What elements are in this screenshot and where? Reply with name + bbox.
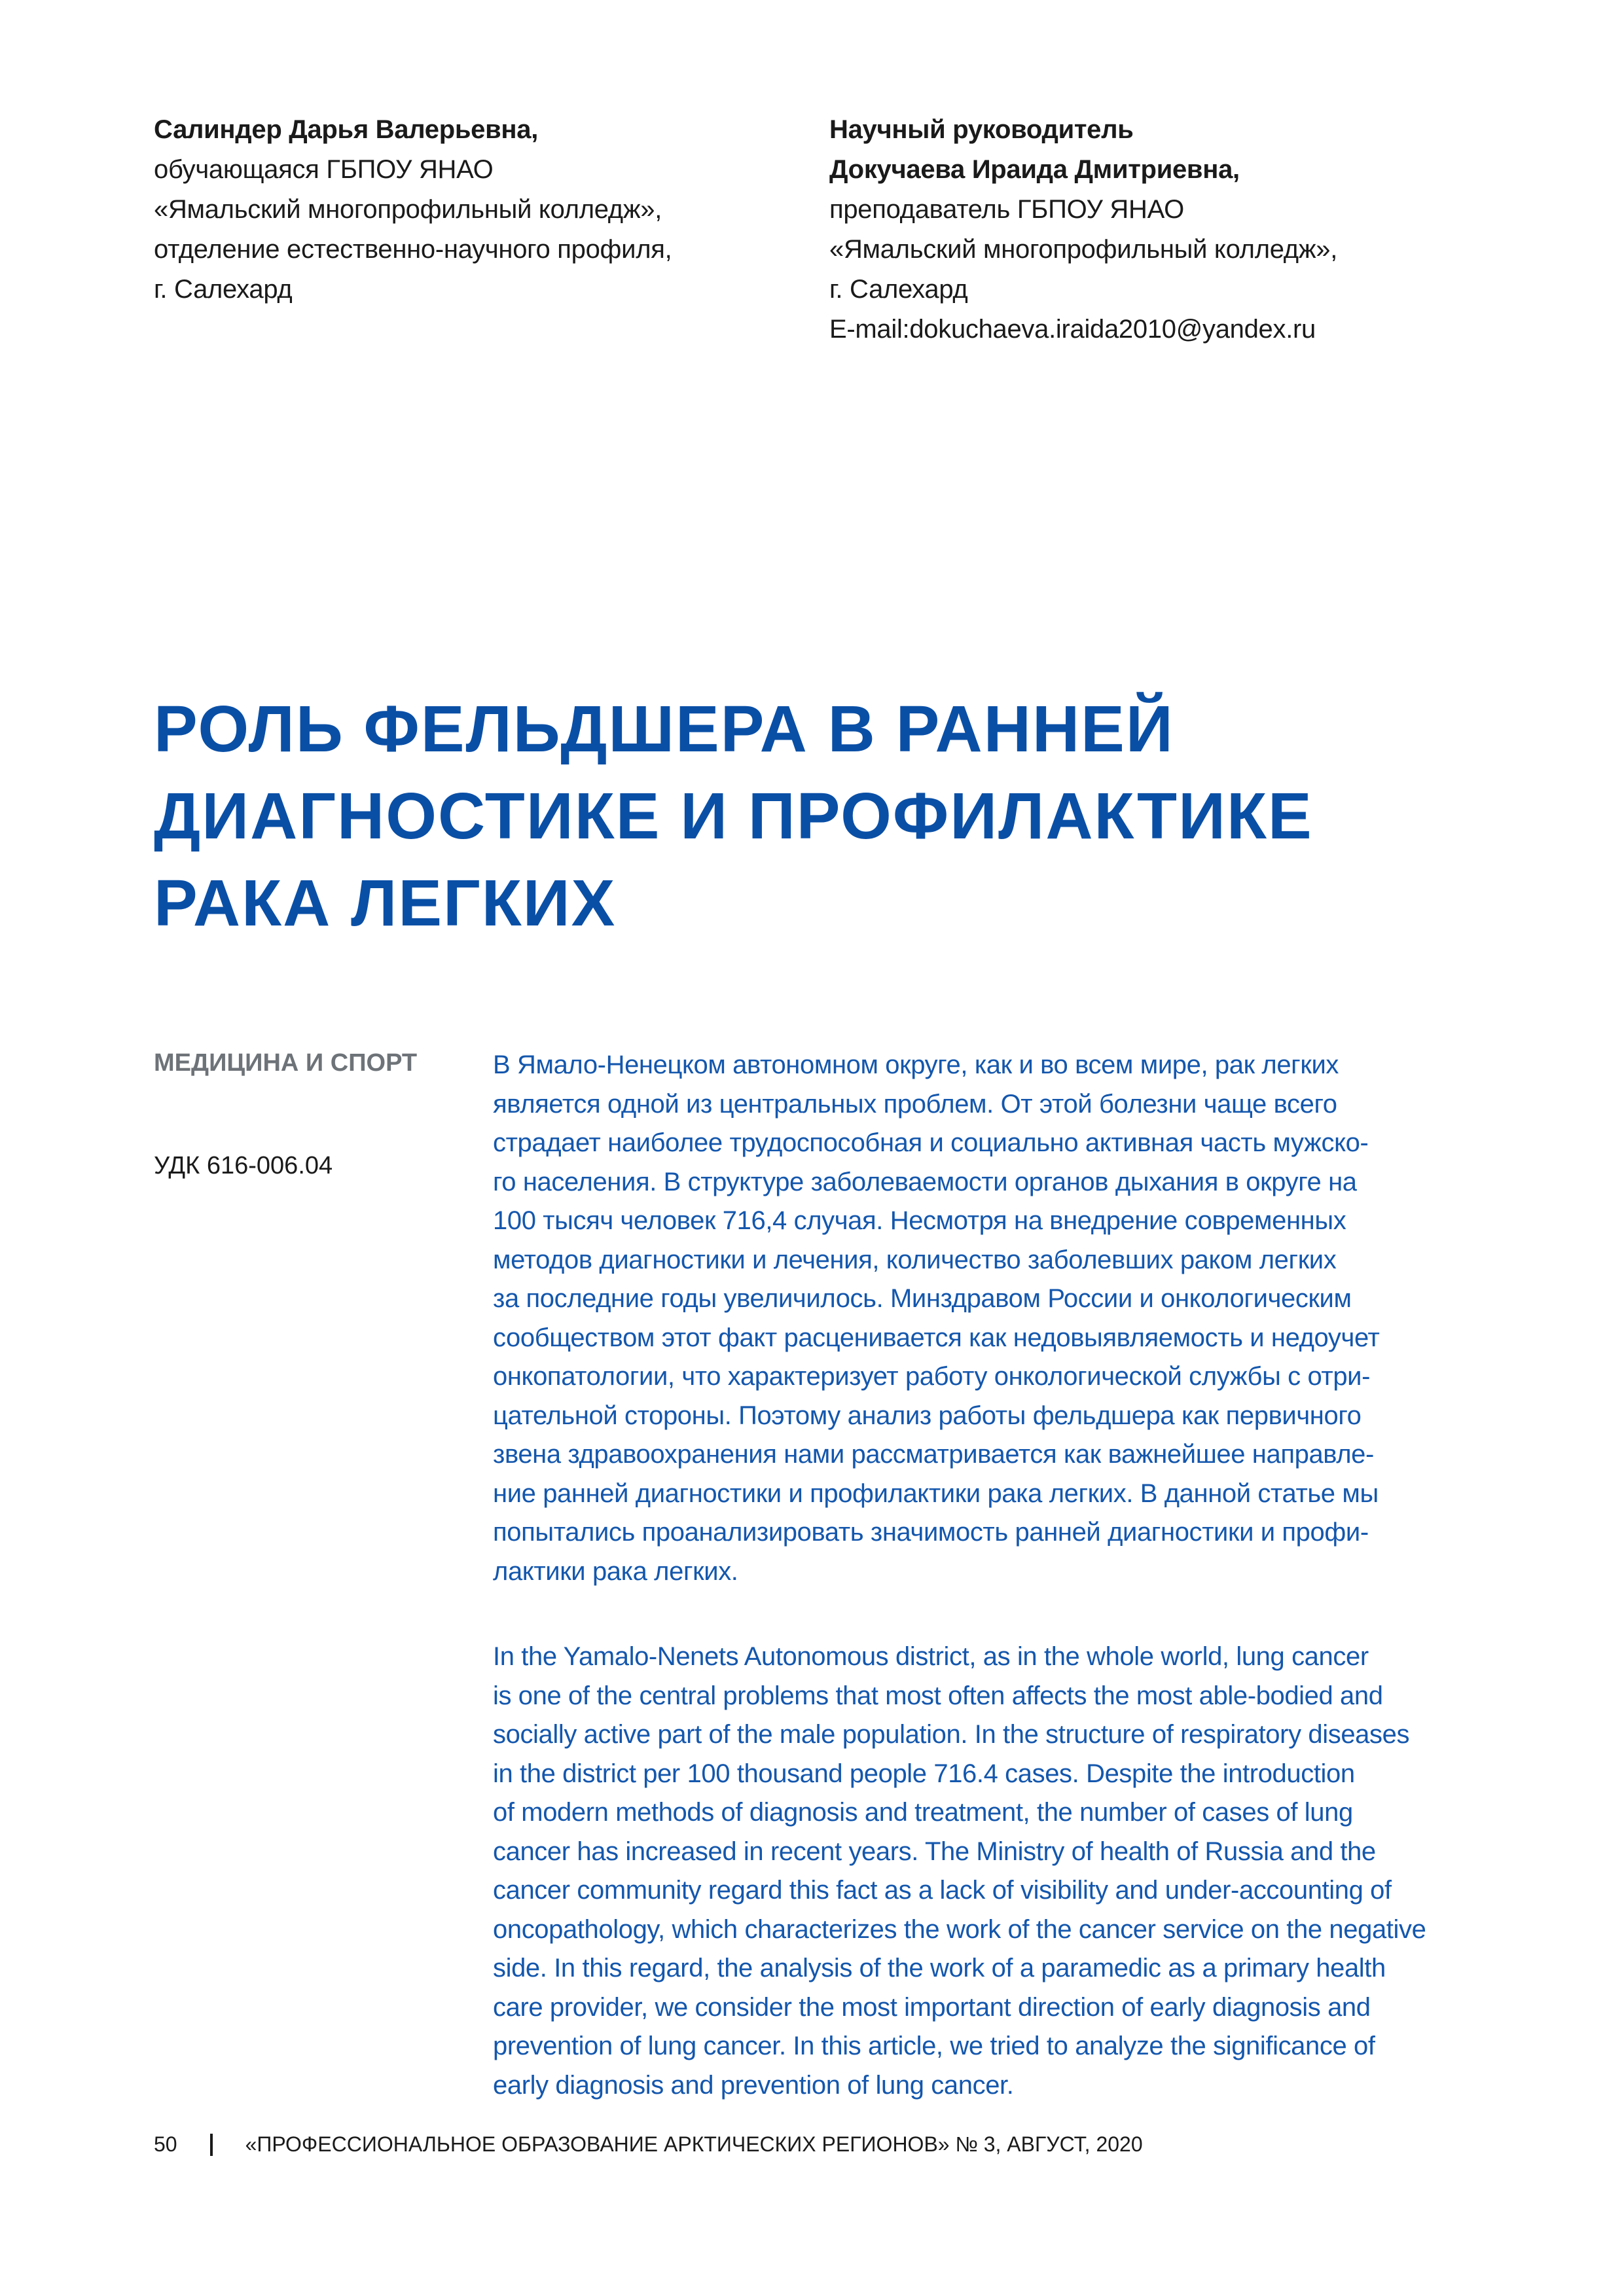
section-label: МЕДИЦИНА И СПОРТ bbox=[154, 1049, 418, 1077]
supervisor-name: Докучаева Ираида Дмитриевна, bbox=[829, 155, 1240, 184]
abstract-line: oncopathology, which characterizes the work of the cancer service on the negative bbox=[493, 1914, 1426, 1944]
author-status: обучающаяся ГБПОУ ЯНАО bbox=[154, 155, 494, 184]
abstract-line: является одной из центральных проблем. От этой болезни чаще всего bbox=[493, 1089, 1337, 1119]
abstract-line: страдает наиболее трудоспособная и социально активная часть мужско- bbox=[493, 1128, 1369, 1157]
abstract-line: prevention of lung cancer. In this article, we tried to analyze the significance of bbox=[493, 2032, 1375, 2060]
abstract-line: in the district per 100 thousand people 716.4 cases. Despite the introduction bbox=[493, 1759, 1355, 1788]
supervisor-city: г. Салехард bbox=[829, 275, 968, 304]
abstract-line: cancer has increased in recent years. The Ministry of health of Russia and the bbox=[493, 1837, 1376, 1866]
supervisor-heading: Научный руководитель bbox=[829, 115, 1134, 144]
abstract-line: socially active part of the male population. In the structure of respiratory diseases bbox=[493, 1720, 1410, 1749]
abstract-line: ние ранней диагностики и профилактики рака легких. В данной статье мы bbox=[493, 1479, 1379, 1508]
abstract-line: side. In this regard, the analysis of the work of a paramedic as a primary health bbox=[493, 1954, 1386, 1982]
abstract-line: попытались проанализировать значимость ранней диагностики и профи- bbox=[493, 1518, 1369, 1547]
abstract-line: 100 тысяч человек 716,4 случая. Несмотря на внедрение современных bbox=[493, 1206, 1346, 1235]
author-city: г. Салехард bbox=[154, 275, 293, 304]
abstract-russian bbox=[493, 1046, 1488, 1591]
journal-reference: «ПРОФЕССИОНАЛЬНОЕ ОБРАЗОВАНИЕ АРКТИЧЕСКИХ РЕГИОНОВ» № 3, АВГУСТ, 2020 bbox=[245, 2132, 1143, 2156]
udk-code: УДК 616-006.04 bbox=[154, 1152, 333, 1179]
abstract-line: of modern methods of diagnosis and treatment, the number of cases of lung bbox=[493, 1798, 1353, 1827]
author-name: Салиндер Дарья Валерьевна, bbox=[154, 115, 539, 144]
page-number: 50 bbox=[154, 2132, 177, 2156]
abstract-line: цательной стороны. Поэтому анализ работы фельдшера как первичного bbox=[493, 1401, 1362, 1430]
supervisor-position: преподаватель ГБПОУ ЯНАО bbox=[829, 195, 1184, 224]
page-footer bbox=[154, 2132, 1143, 2157]
title-line: РОЛЬ ФЕЛЬДШЕРА В РАННЕЙ bbox=[154, 692, 1174, 766]
author-college: «Ямальский многопрофильный колледж», bbox=[154, 195, 662, 224]
abstract-line: за последние годы увеличилось. Минздравом России и онкологическим bbox=[493, 1284, 1352, 1313]
abstract-line: звена здравоохранения нами рассматривается как важнейшее направле- bbox=[493, 1440, 1374, 1469]
article-title bbox=[154, 686, 1398, 947]
abstract-line: In the Yamalo-Nenets Autonomous district, as in the whole world, lung cancer bbox=[493, 1642, 1369, 1671]
abstract-line: лактики рака легких. bbox=[493, 1556, 738, 1586]
title-line: ДИАГНОСТИКЕ И ПРОФИЛАКТИКЕ bbox=[154, 780, 1313, 853]
abstract-line: методов диагностики и лечения, количество заболевших раком легких bbox=[493, 1245, 1337, 1274]
author-department: отделение естественно-научного профиля, bbox=[154, 235, 672, 264]
footer-divider bbox=[210, 2134, 213, 2156]
abstract-line: онкопатологии, что характеризует работу онкологической службы с отри- bbox=[493, 1362, 1371, 1391]
abstract-line: care provider, we consider the most important direction of early diagnosis and bbox=[493, 1992, 1371, 2022]
abstract-english bbox=[493, 1638, 1488, 2105]
supervisor-college: «Ямальский многопрофильный колледж», bbox=[829, 235, 1338, 264]
abstract-line: early diagnosis and prevention of lung cancer. bbox=[493, 2070, 1014, 2100]
title-line: РАКА ЛЕГКИХ bbox=[154, 867, 617, 940]
abstract-line: В Ямало-Ненецком автономном округе, как и во всем мире, рак легких bbox=[493, 1050, 1339, 1079]
abstract-line: сообществом этот факт расценивается как недовыявляемость и недоучет bbox=[493, 1323, 1380, 1352]
abstract-line: cancer community regard this fact as a lack of visibility and under-accounting of bbox=[493, 1876, 1392, 1905]
author-info bbox=[154, 110, 808, 310]
supervisor-email: E-mail:dokuchaeva.iraida2010@yandex.ru bbox=[829, 315, 1316, 344]
abstract-line: is one of the central problems that most often affects the most able-bodied and bbox=[493, 1681, 1383, 1710]
supervisor-info bbox=[829, 110, 1484, 350]
abstract-line: го населения. В структуре заболеваемости органов дыхания в округе на bbox=[493, 1167, 1357, 1196]
